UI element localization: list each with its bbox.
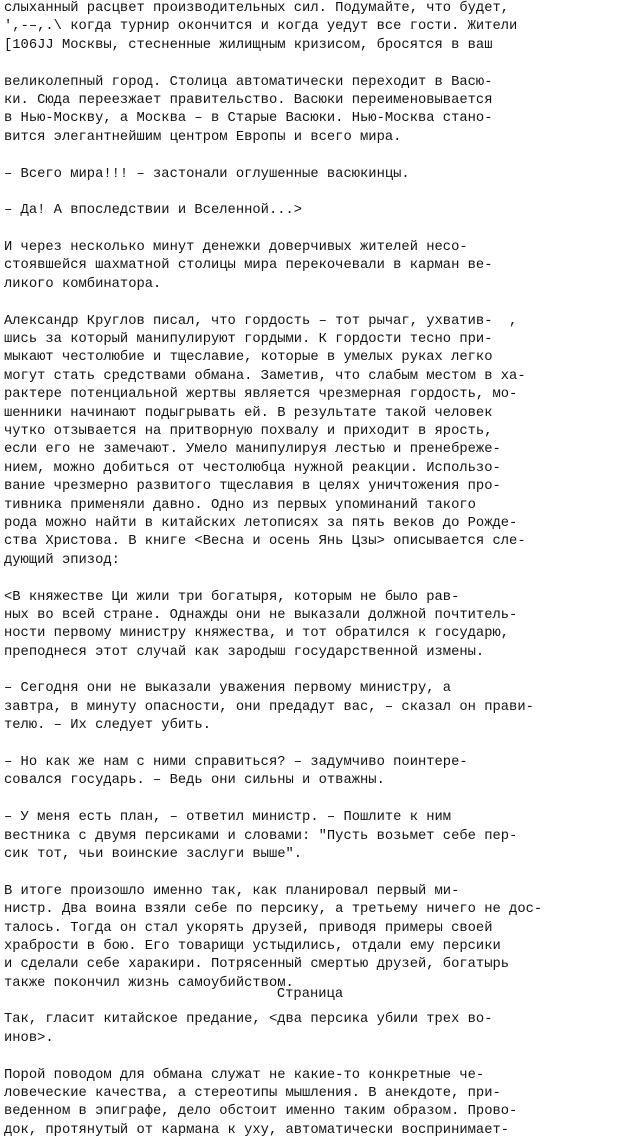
text-line: инов>. <box>4 1030 54 1046</box>
paragraph <box>4 1011 616 1048</box>
text-body <box>4 0 616 1140</box>
text-line: и сделали себе харакири. Потрясенный смертью друзей, богатырь <box>4 957 510 973</box>
text-line: – Сегодня они не выказали уважения первому министру, а <box>4 681 452 697</box>
text-line: великолепный город. Столица автоматически переходит в Васю- <box>4 74 493 90</box>
text-line: Так, гласит китайское предание, <два персика убили трех во- <box>4 1012 493 1028</box>
text-line: ловеческие качества, а стереотипы мышления. В анекдоте, при- <box>4 1086 501 1102</box>
page-footer: Страница <box>276 987 344 1002</box>
text-line: тивника применяли давно. Одно из первых упоминаний такого <box>4 497 476 513</box>
text-line: вестника с двумя персиками и словами: "Пусть возьмет себе пер- <box>4 828 518 844</box>
text-line: преподнеся этот случай как зародыш государственной измены. <box>4 644 485 660</box>
text-line: шись за который манипулируют гордыми. К гордости тесно при- <box>4 332 493 348</box>
paragraph <box>4 680 616 735</box>
paragraph <box>4 754 616 791</box>
text-line: могут стать средствами обмана. Заметив, что слабым местом в ха- <box>4 368 526 384</box>
text-line: если его не замечают. Умело манипулируя лестью и пренебреже- <box>4 442 501 458</box>
text-line: в Нью-Москву, а Москва – в Старые Васюки. Нью-Москва стано- <box>4 111 493 127</box>
text-line: стоявшейся шахматной столицы мира перекочевали в карман ве- <box>4 258 493 274</box>
paragraph <box>4 589 616 663</box>
text-line: телю. – Их следует убить. <box>4 718 211 734</box>
paragraph <box>4 883 616 993</box>
paragraph <box>4 74 616 148</box>
text-line: дующий эпизод: <box>4 552 120 568</box>
text-line: шенники начинают подыгрывать ей. В результате такой человек <box>4 405 493 421</box>
text-line: <В княжестве Ци жили три богатыря, которым не было рав- <box>4 589 460 605</box>
paragraph <box>4 809 616 864</box>
text-line: ликого комбинатора. <box>4 276 162 292</box>
text-line: талось. Тогда он стал укорять друзей, приводя примеры своей <box>4 920 493 936</box>
text-line: ных во всей стране. Однажды они не выказали должной почтитель- <box>4 607 518 623</box>
text-line: – Но как же нам с ними справиться? – задумчиво поинтере- <box>4 755 468 771</box>
text-line: Александр Круглов писал, что гордость – тот рычаг, ухватив- , <box>4 313 518 329</box>
text-line: В итоге произошло именно так, как планировал первый ми- <box>4 883 460 899</box>
text-line: чутко отзывается на притворную похвалу и приходит в ярость, <box>4 423 493 439</box>
text-line: рода можно найти в китайских летописях за пять веков до Рожде- <box>4 515 518 531</box>
text-line: ',-–,.\ когда турнир окончится и когда уедут все гости. Жители <box>4 19 518 35</box>
text-line: сик тот, чьи воинские заслуги выше". <box>4 846 303 862</box>
text-line: завтра, в минуту опасности, они предадут вас, – сказал он прави- <box>4 699 534 715</box>
text-line: вание чрезмерно развитого тщеславия в целях уничтожения про- <box>4 479 501 495</box>
text-line: храбрости в бою. Его товарищи устыдились, отдали ему персики <box>4 938 501 954</box>
text-line: – Да! А впоследствии и Вселенной...> <box>4 203 303 219</box>
text-line: Порой поводом для обмана служат не какие-то конкретные че- <box>4 1067 485 1083</box>
text-line: нием, можно добиться от честолюбца нужной реакции. Использо- <box>4 460 501 476</box>
paragraph <box>4 313 616 570</box>
text-line: совался государь. – Ведь они сильны и отважны. <box>4 773 385 789</box>
paragraph <box>4 0 616 55</box>
paragraph <box>4 1067 616 1140</box>
text-line: ки. Сюда переезжает правительство. Васюки переименовывается <box>4 92 493 108</box>
paragraph <box>4 166 616 184</box>
text-line: нистр. Два воина взяли себе по персику, а третьему ничего не дос- <box>4 902 543 918</box>
text-line: вится элегантнейшим центром Европы и всего мира. <box>4 129 402 145</box>
text-line: слыханный расцвет производительных сил. Подумайте, что будет, <box>4 1 510 16</box>
text-line: – Всего мира!!! – застонали оглушенные васюкинцы. <box>4 166 410 182</box>
text-line: ности первому министру княжества, и тот обратился к государю, <box>4 626 510 642</box>
text-line: док, протянутый от кармана к уху, автоматически воспринимает- <box>4 1122 510 1138</box>
text-line: – У меня есть план, – ответил министр. – Пошлите к ним <box>4 810 452 826</box>
text-line: мыкают честолюбие и тщеславие, которые в умелых руках легко <box>4 350 493 366</box>
text-line: рактере потенциальной жертвы является чрезмерная гордость, мо- <box>4 387 518 403</box>
text-line: [106JJ Москвы, стесненные жилищным кризисом, бросятся в ваш <box>4 37 493 53</box>
text-line: веденном в эпиграфе, дело обстоит именно таким образом. Прово- <box>4 1104 518 1120</box>
paragraph <box>4 239 616 294</box>
text-line: ства Христова. В книге <Весна и осень Янь Цзы> описывается сле- <box>4 534 526 550</box>
paragraph <box>4 202 616 220</box>
text-line: также покончил жизнь самоубийством. <box>4 975 294 991</box>
text-line: И через несколько минут денежки доверчивых жителей несо- <box>4 240 468 256</box>
